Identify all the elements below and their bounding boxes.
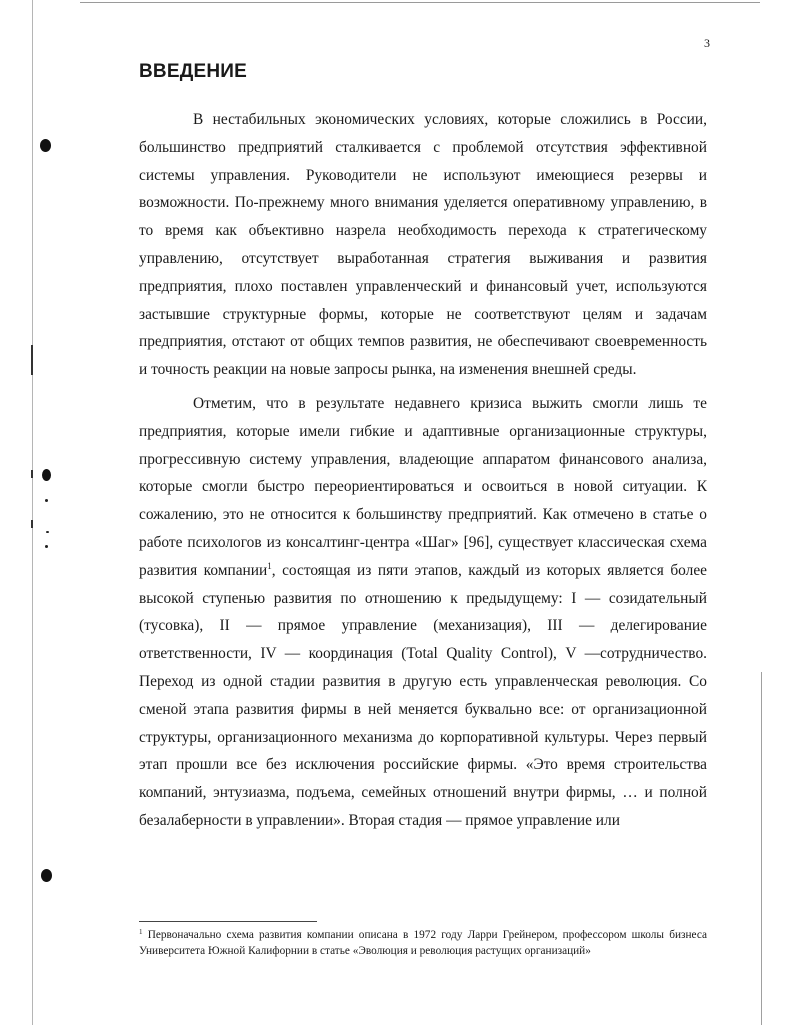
scan-left-mark: [31, 470, 33, 478]
footnote: [139, 927, 707, 959]
scan-right-edge: [761, 672, 762, 1025]
scan-top-edge: [80, 2, 760, 3]
footnote-separator: [139, 921, 317, 922]
paragraph-intro: В нестабильных экономических условиях, которые сложились в России, большинство предприятий сталкивается с проблемой отсутствия эффективной системы управления. Руководители не используют имеющиеся резервы и возможности. По-прежнему много внимания уделяется оперативному управлению, в то время как объективно назрела необходимость перехода к стратегическому управлению, отсутствует выработанная стратегия выживания и развития предприятия, плохо поставлен управленческий и финансовый учет, используются застывшие структурные формы, которые не соответствуют целям и задачам предприятия, отстают от общих темпов развития, не обеспечивают своевременность и точность реакции на новые запросы рынка, на изменения внешней среды.: [139, 111, 707, 379]
paragraph-crisis: [139, 390, 707, 835]
punch-hole-mark: [41, 869, 52, 882]
scan-left-mark: [31, 345, 33, 375]
page-title: ВВЕДЕНИЕ: [139, 61, 247, 82]
scan-left-edge: [32, 0, 33, 1025]
scan-left-mark: [31, 520, 33, 528]
paragraph-crisis-text-1: Отметим, что в результате недавнего кризиса выжить смогли лишь те предприятия, которые имели гибкие и адаптивные организационные структуры, прогрессивную систему управления, владеющие аппаратом финансового анализа, которые смогли быстро переориентироваться и освоиться в новой ситуации. К сожалению, это не относится к большинству предприятий. Как отмечено в статье о работе психологов из консалтинг-центра «Шаг» [96], существует классическая схема развития компании: [139, 394, 707, 579]
page-number: 3: [704, 36, 710, 50]
scan-speck: [45, 545, 48, 548]
paragraph-crisis-text-2: , состоящая из пяти этапов, каждый из которых является более высокой ступенью развития по отношению к предыдущему: I — созидательный (тусовка), II — прямое управление (механизация), III — делегирование ответственности, IV — координация (Total Quality Control), V —сотрудничество. Переход из одной стадии развития в другую есть управленческая революция. Со сменой этапа развития фирмы в ней меняется буквально все: от организационной структуры, организационного механизма до корпоративной культуры. Через первый этап прошли все без исключения российские фирмы. «Это время строительства компаний, энтузиазма, подъема, семейных отношений внутри фирмы, … и полной безалаберности в управлении». Вторая стадия — прямое управление или: [139, 561, 707, 829]
main-text: [139, 106, 707, 841]
punch-hole-mark: [40, 139, 51, 152]
footnote-reference: 1: [267, 560, 272, 571]
punch-hole-mark: [42, 469, 51, 481]
footnote-marker: 1: [139, 928, 143, 936]
scan-speck: [45, 499, 48, 502]
scan-speck: [46, 531, 49, 533]
footnote-text: Первоначально схема развития компании описана в 1972 году Ларри Грейнером, профессором школы бизнеса Университета Южной Калифорнии в статье «Эволюция и революция растущих организаций»: [139, 929, 707, 957]
